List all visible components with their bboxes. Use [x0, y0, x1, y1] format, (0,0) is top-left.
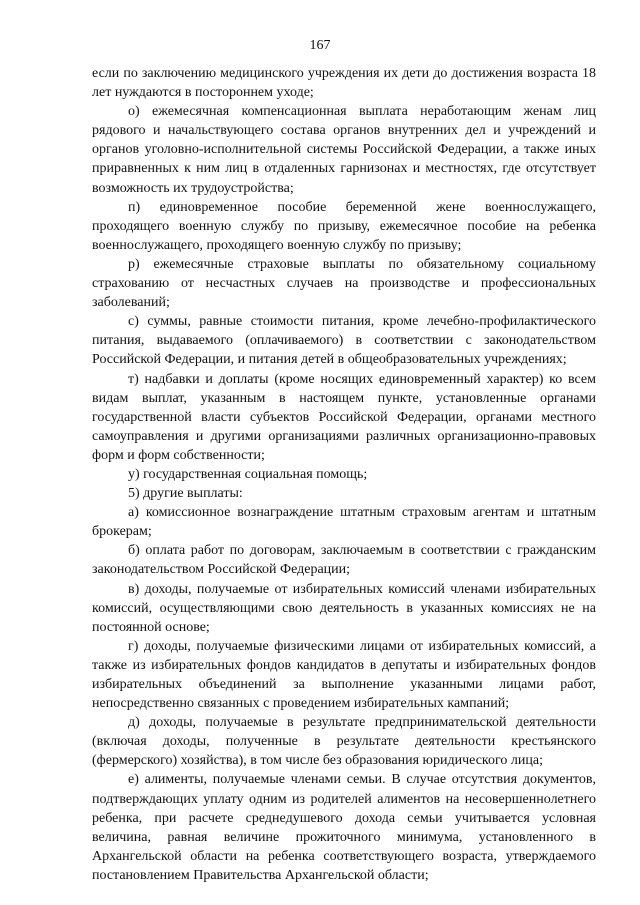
paragraph-item-5: 5) другие выплаты: [128, 486, 243, 502]
paragraph-item-t: т) надбавки и доплаты (кроме носящих единовременный характер) ко всем видам выплат, указанным в настоящем пункте, установленные органами государственной власти субъектов Российской Федерации, органами местного самоуправления и другими организациями различных организационно-правовых форм и форм собственности; [92, 371, 596, 463]
paragraph-item-g: г) доходы, получаемые физическими лицами от избирательных комиссий, а также из избирательных фондов кандидатов в депутаты и избирательных фондов избирательных объединений за выполнение указанными лицами работ, непосредственно связанных с проведением избирательных кампаний; [92, 638, 596, 712]
paragraph-item-o: о) ежемесячная компенсационная выплата неработающим женам лиц рядового и начальствующего состава органов внутренних дел и учреждений и органов уголовно-исполнительной системы Российской Федерации, а также иных приравненных к ним лиц в отдаленных гарнизонах и местностях, где отсутствует возможность их трудоустройства; [92, 104, 596, 196]
paragraph-item-d: д) доходы, получаемые в результате предпринимательской деятельности (включая доходы, полученные в результате деятельности крестьянского (фермерского) хозяйства), в том числе без образования юридического лица; [92, 715, 596, 769]
paragraph-item-p: п) единовременное пособие беременной жене военнослужащего, проходящего военную службу по призыву, ежемесячное пособие на ребенка военнослужащего, проходящего военную службу по призыву; [92, 199, 596, 253]
paragraph-continuation: если по заключению медицинского учреждения их дети до достижения возраста 18 лет нуждаются в постороннем уходе; [92, 66, 596, 101]
paragraph-item-u: у) государственная социальная помощь; [128, 466, 368, 482]
paragraph-item-s: с) суммы, равные стоимости питания, кроме лечебно-профилактического питания, выдаваемого (оплачиваемого) в соответствии с законодательством Российской Федерации, и питания детей в общеобразовательных учреждениях; [92, 314, 596, 368]
paragraph-item-v: в) доходы, получаемые от избирательных комиссий членами избирательных комиссий, осуществляющими свою деятельность в указанных комиссиях не на постоянной основе; [92, 581, 596, 635]
page-number: 167 [309, 38, 331, 53]
paragraph-item-b: б) оплата работ по договорам, заключаемым в соответствии с гражданским законодательством Российской Федерации; [92, 543, 596, 578]
document-body [92, 64, 596, 885]
paragraph-item-a: а) комиссионное вознаграждение штатным страховым агентам и штатным брокерам; [92, 505, 596, 540]
paragraph-item-r: р) ежемесячные страховые выплаты по обязательному социальному страхованию от несчастных случаев на производстве и профессиональных заболеваний; [92, 256, 596, 311]
paragraph-item-e: е) алименты, получаемые членами семьи. В случае отсутствия документов, подтверждающих уплату одним из родителей алиментов на несовершеннолетнего ребенка, при расчете среднедушевого дохода семьи учитывается условная величина, равная величине прожиточного минимума, установленного в Архангельской области на ребенка соответствующего возраста, утверждаемого постановлением Правительства Архангельской области; [92, 772, 596, 883]
